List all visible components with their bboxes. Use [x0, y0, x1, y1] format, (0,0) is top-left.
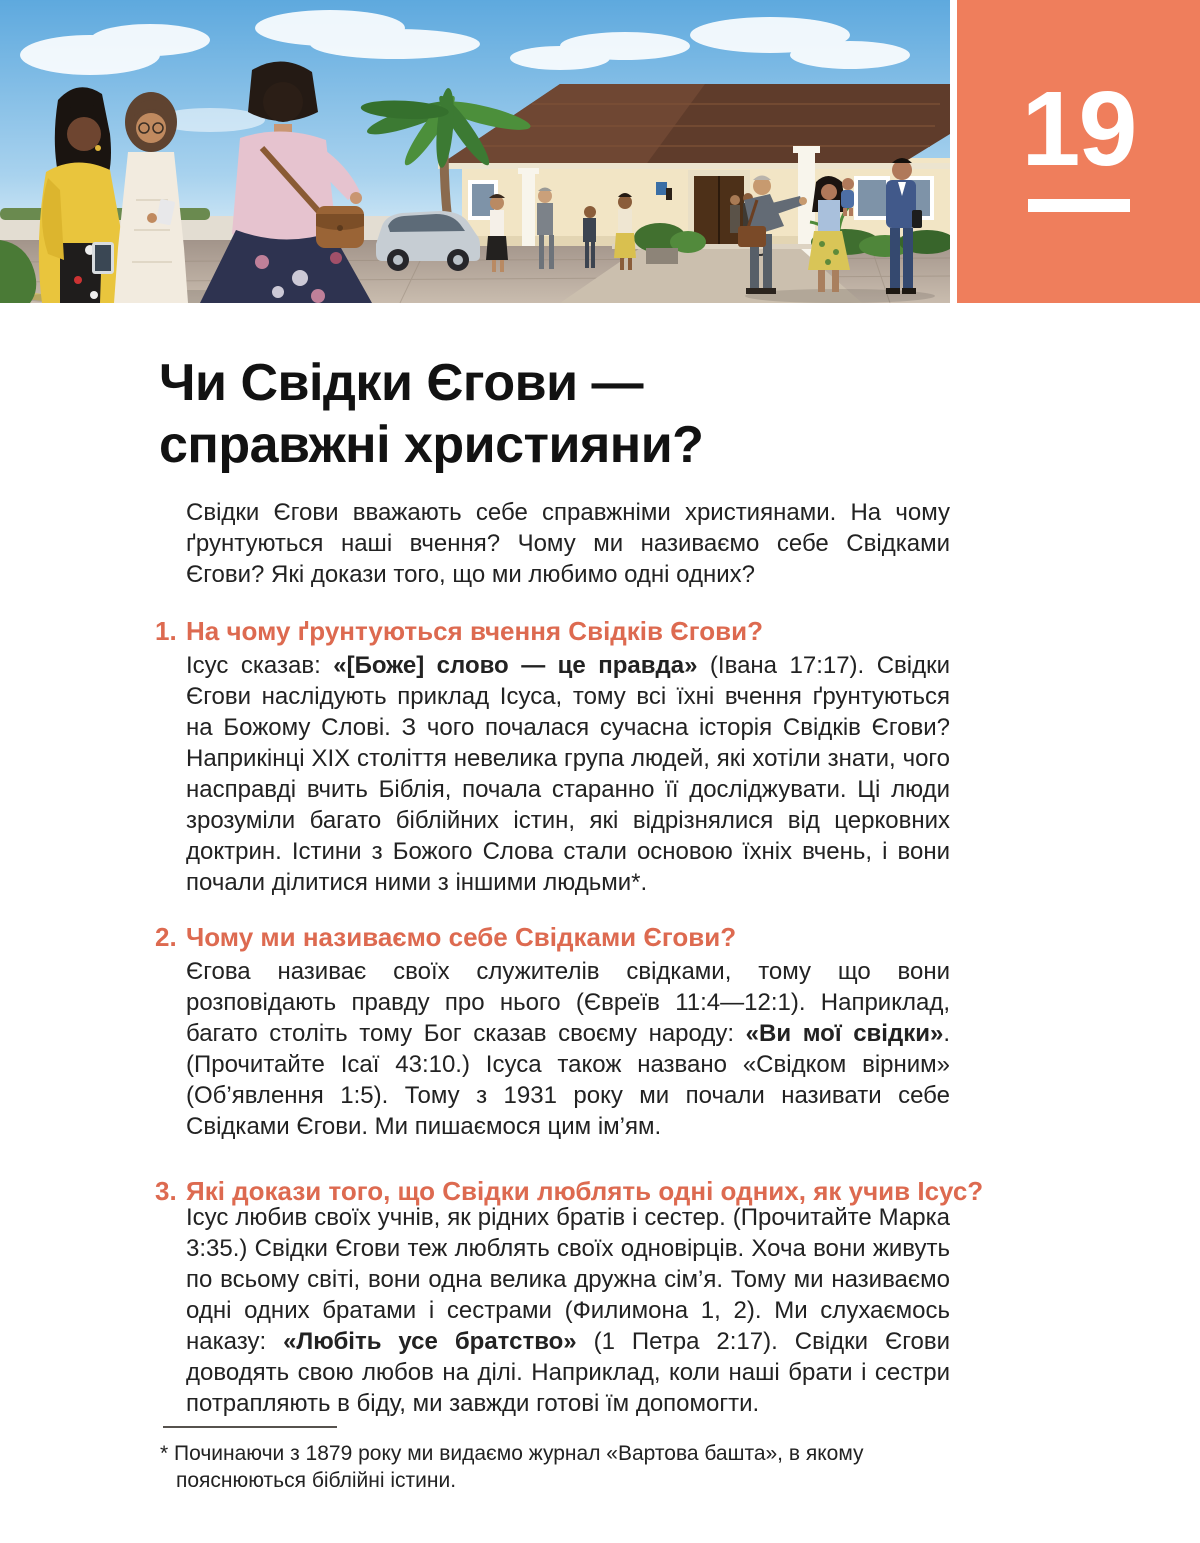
section-2-number: 2. [155, 922, 177, 952]
lesson-number: 19 [1021, 70, 1136, 188]
section-2-heading-text: Чому ми називаємо себе Свідками Єгови? [186, 922, 737, 952]
footnote-marker: * [160, 1442, 169, 1465]
lesson-number-underline [1028, 199, 1130, 212]
section-1-number: 1. [155, 616, 177, 646]
section-1-paragraph: Ісус сказав: «[Боже] слово — це правда» (Івана 17:17). Свідки Єгови наслідують приклад Ісуса, тому всі їхні вчення ґрунтуються на Божому Слові. З чого почалася сучасна історія Свідків Єгови? Наприкінці XIX століття невелика група людей, які хотіли знати, чого насправді вчить Біблія, почала старанно її досліджувати. Ці люди зрозуміли багато біблійних істин, які відрізнялися від церковних доктрин. Істини з Божого Слова стали основою їхніх вчень, і вони почали ділитися ними з іншими людьми*. [186, 652, 951, 896]
intro-paragraph: Свідки Єгови вважають себе справжніми християнами. На чому ґрунтуються наші вчення? Чому ми називаємо себе Свідками Єгови? Які докази того, що ми любимо одні одних? [186, 499, 950, 588]
footnote [160, 1440, 976, 1494]
section-1-heading [155, 616, 965, 647]
section-3-number: 3. [155, 1176, 177, 1206]
footnote-divider [163, 1426, 337, 1428]
footnote-text: Починаючи з 1879 року ми видаємо журнал «Вартова башта», в якому пояснюються біблійні істини. [174, 1442, 864, 1492]
section-3-heading-text: Які докази того, що Свідки люблять одні одних, як учив Ісус? [186, 1176, 984, 1206]
lesson-number-badge [957, 0, 1200, 303]
section-3-paragraph: Ісус любив своїх учнів, як рідних братів і сестер. (Прочитайте Марка 3:35.) Свідки Єгови теж люблять своїх одновірців. Хоча вони живуть по всьому світі, вони одна велика дружна сім’я. Тому ми називаємо одні одних братами і сестрами (Филимона 1, 2). Ми слухаємось наказу: «Любіть усе братство» (1 Петра 2:17). Свідки Єгови доводять свою любов на ділі. Наприклад, коли наші брати і сестри потрапляють в біду, ми завжди готові їм допомогти. [186, 1204, 951, 1417]
section-2-heading [155, 922, 965, 953]
section-2-paragraph: Єгова називає своїх служителів свідками, тому що вони розповідають правду про нього (Євреїв 11:4—12:1). Наприклад, багато століть тому Бог сказав своєму народу: «Ви мої свідки». (Прочитайте Ісаї 43:10.) Ісуса також названо «Свідком вірним» (Об’явлення 1:5). Тому з 1931 року ми почали називати себе Свідками Єгови. Ми пишаємося цим ім’ям. [186, 958, 950, 1140]
section-1-heading-text: На чому ґрунтуються вчення Свідків Єгови? [186, 616, 763, 646]
page-title-line1: Чи Свідки Єгови — [159, 354, 643, 412]
page-title [159, 352, 999, 476]
page-title-line2: справжні християни? [159, 416, 704, 474]
header-photo [0, 0, 950, 303]
